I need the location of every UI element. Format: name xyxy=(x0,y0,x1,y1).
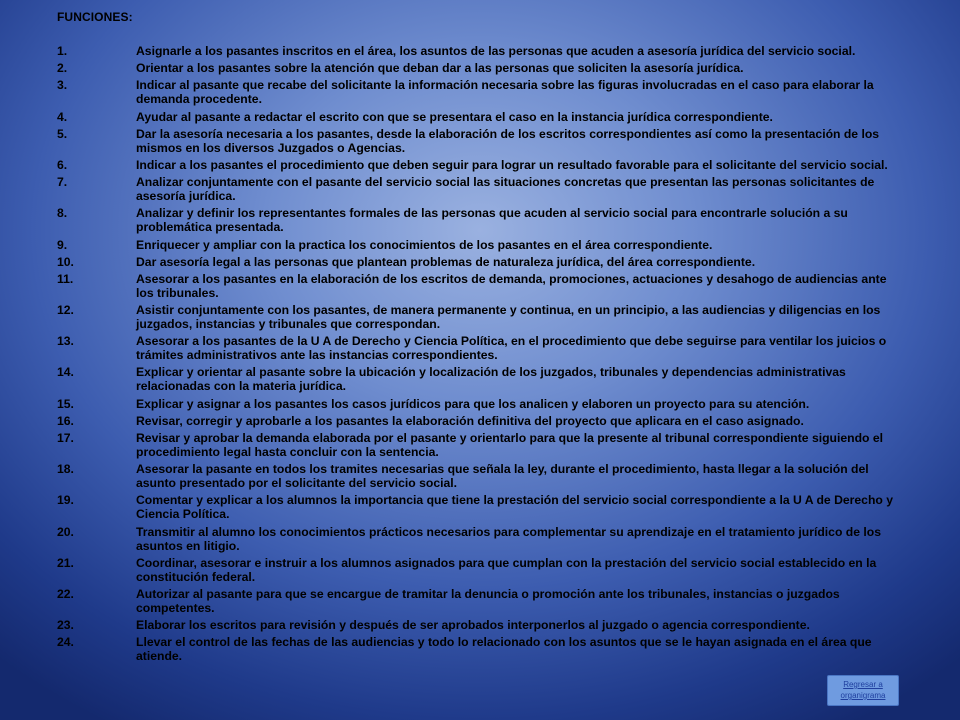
item-number: 9. xyxy=(57,237,68,252)
item-text: Dar la asesoría necesaria a los pasantes, desde la elaboración de los escritos correspondientes así como la presentación de los mismos en los diversos Juzgados o Agencias. xyxy=(136,126,880,155)
list-item xyxy=(0,618,960,632)
back-to-organigram-button[interactable]: Regresar a organigrama xyxy=(827,675,899,706)
page-title: FUNCIONES: xyxy=(57,10,133,24)
item-text: Llevar el control de las fechas de las audiencias y todo lo relacionado con los asuntos que se le hayan asignada en el área que atiende. xyxy=(136,635,872,664)
item-text: Elaborar los escritos para revisión y después de ser aprobados interponerlos al juzgado o agencia correspondiente. xyxy=(136,618,810,633)
item-text: Autorizar al pasante para que se encargue de tramitar la denuncia o promoción ante los tribunales, instancias o juzgados competentes. xyxy=(136,586,840,615)
item-number: 21. xyxy=(57,555,74,570)
list-item xyxy=(0,272,960,300)
item-number: 13. xyxy=(57,334,74,349)
list-item xyxy=(0,158,960,172)
item-text: Indicar al pasante que recabe del solicitante la información necesaria sobre las figuras involucradas en el caso para elaborar la demanda procedente. xyxy=(136,78,874,107)
list-item xyxy=(0,255,960,269)
list-item xyxy=(0,175,960,203)
list-item xyxy=(0,462,960,490)
item-text: Comentar y explicar a los alumnos la importancia que tiene la prestación del servicio social correspondiente a la U A de Derecho y Ciencia Política. xyxy=(136,493,894,522)
functions-list xyxy=(0,44,960,667)
item-number: 18. xyxy=(57,462,74,477)
item-text: Coordinar, asesorar e instruir a los alumnos asignados para que cumplan con la prestación del servicio social establecido en la constitución federal. xyxy=(136,555,877,584)
item-text: Analizar conjuntamente con el pasante del servicio social las situaciones concretas que presentan las personas solicitantes de asesoría jurídica. xyxy=(136,175,875,204)
item-text: Asignarle a los pasantes inscritos en el área, los asuntos de las personas que acuden a asesoría jurídica del servicio social. xyxy=(136,44,856,58)
item-number: 5. xyxy=(57,126,68,141)
list-item xyxy=(0,556,960,584)
list-item xyxy=(0,587,960,615)
list-item xyxy=(0,127,960,155)
item-text: Asistir conjuntamente con los pasantes, de manera permanente y continua, en un principio, a las audiencias y diligencias en los juzgados, instancias y tribunales que correspondan. xyxy=(136,303,881,332)
item-number: 11. xyxy=(57,271,74,286)
item-text: Ayudar al pasante a redactar el escrito con que se presentara el caso en la instancia jurídica correspondiente. xyxy=(136,109,773,124)
item-text: Revisar y aprobar la demanda elaborada por el pasante y orientarlo para que la presente al tribunal correspondiente siguiendo el procedimiento legal hasta concluir con la sentencia. xyxy=(136,431,884,459)
list-item xyxy=(0,493,960,521)
item-number: 7. xyxy=(57,175,68,190)
list-item xyxy=(0,334,960,362)
item-text: Explicar y asignar a los pasantes los casos jurídicos para que los analicen y elaboren un proyecto para su atención. xyxy=(136,396,810,411)
item-number: 23. xyxy=(57,618,74,633)
item-text: Revisar, corregir y aprobarle a los pasantes la elaboración definitiva del proyecto que aplicara en el caso asignado. xyxy=(136,413,804,428)
item-number: 19. xyxy=(57,493,74,508)
item-number: 15. xyxy=(57,396,74,411)
item-number: 24. xyxy=(57,635,74,650)
item-number: 3. xyxy=(57,78,68,93)
item-text: Asesorar la pasante en todos los tramites necesarias que señala la ley, durante el procedimiento, hasta llegar a la solución del asunto presentado por el solicitante del servicio social. xyxy=(136,462,869,491)
item-number: 8. xyxy=(57,206,68,221)
list-item xyxy=(0,635,960,663)
item-text: Orientar a los pasantes sobre la atención que deban dar a las personas que soliciten la asesoría jurídica. xyxy=(136,61,744,76)
item-number: 14. xyxy=(57,365,74,380)
list-item xyxy=(0,238,960,252)
list-item xyxy=(0,431,960,459)
item-number: 4. xyxy=(57,109,68,124)
item-text: Analizar y definir los representantes formales de las personas que acuden al servicio social para encontrarle solución a su problemática presentada. xyxy=(136,206,848,235)
item-number: 22. xyxy=(57,586,74,601)
list-item xyxy=(0,78,960,106)
item-number: 6. xyxy=(57,157,68,172)
item-text: Enriquecer y ampliar con la practica los conocimientos de los pasantes en el área correspondiente. xyxy=(136,237,713,252)
item-number: 12. xyxy=(57,303,74,318)
list-item xyxy=(0,525,960,553)
item-number: 17. xyxy=(57,431,74,445)
item-number: 16. xyxy=(57,413,74,428)
list-item xyxy=(0,110,960,124)
item-number: 10. xyxy=(57,254,74,269)
item-text: Dar asesoría legal a las personas que plantean problemas de naturaleza jurídica, del área correspondiente. xyxy=(136,254,756,269)
item-text: Indicar a los pasantes el procedimiento que deben seguir para lograr un resultado favorable para el solicitante del servicio social. xyxy=(136,157,888,172)
list-item xyxy=(0,397,960,411)
list-item xyxy=(0,365,960,393)
item-number: 20. xyxy=(57,524,74,539)
list-item xyxy=(0,206,960,234)
list-item xyxy=(0,303,960,331)
item-text: Asesorar a los pasantes en la elaboración de los escritos de demanda, promociones, actuaciones y desahogo de audiencias ante los tribunales. xyxy=(136,271,887,300)
list-item xyxy=(0,44,960,58)
item-text: Asesorar a los pasantes de la U A de Derecho y Ciencia Política, en el procedimiento que debe seguirse para ventilar los juicios o trámites administrativos ante las instancias correspondientes. xyxy=(136,334,887,363)
item-number: 1. xyxy=(57,44,68,58)
item-text: Explicar y orientar al pasante sobre la ubicación y localización de los juzgados, tribunales y dependencias administrativas relacionadas con la materia jurídica. xyxy=(136,365,846,394)
item-text: Transmitir al alumno los conocimientos prácticos necesarios para complementar su aprendizaje en el tratamiento jurídico de los asuntos en litigio. xyxy=(136,524,882,553)
item-number: 2. xyxy=(57,61,68,76)
list-item xyxy=(0,61,960,75)
list-item xyxy=(0,414,960,428)
